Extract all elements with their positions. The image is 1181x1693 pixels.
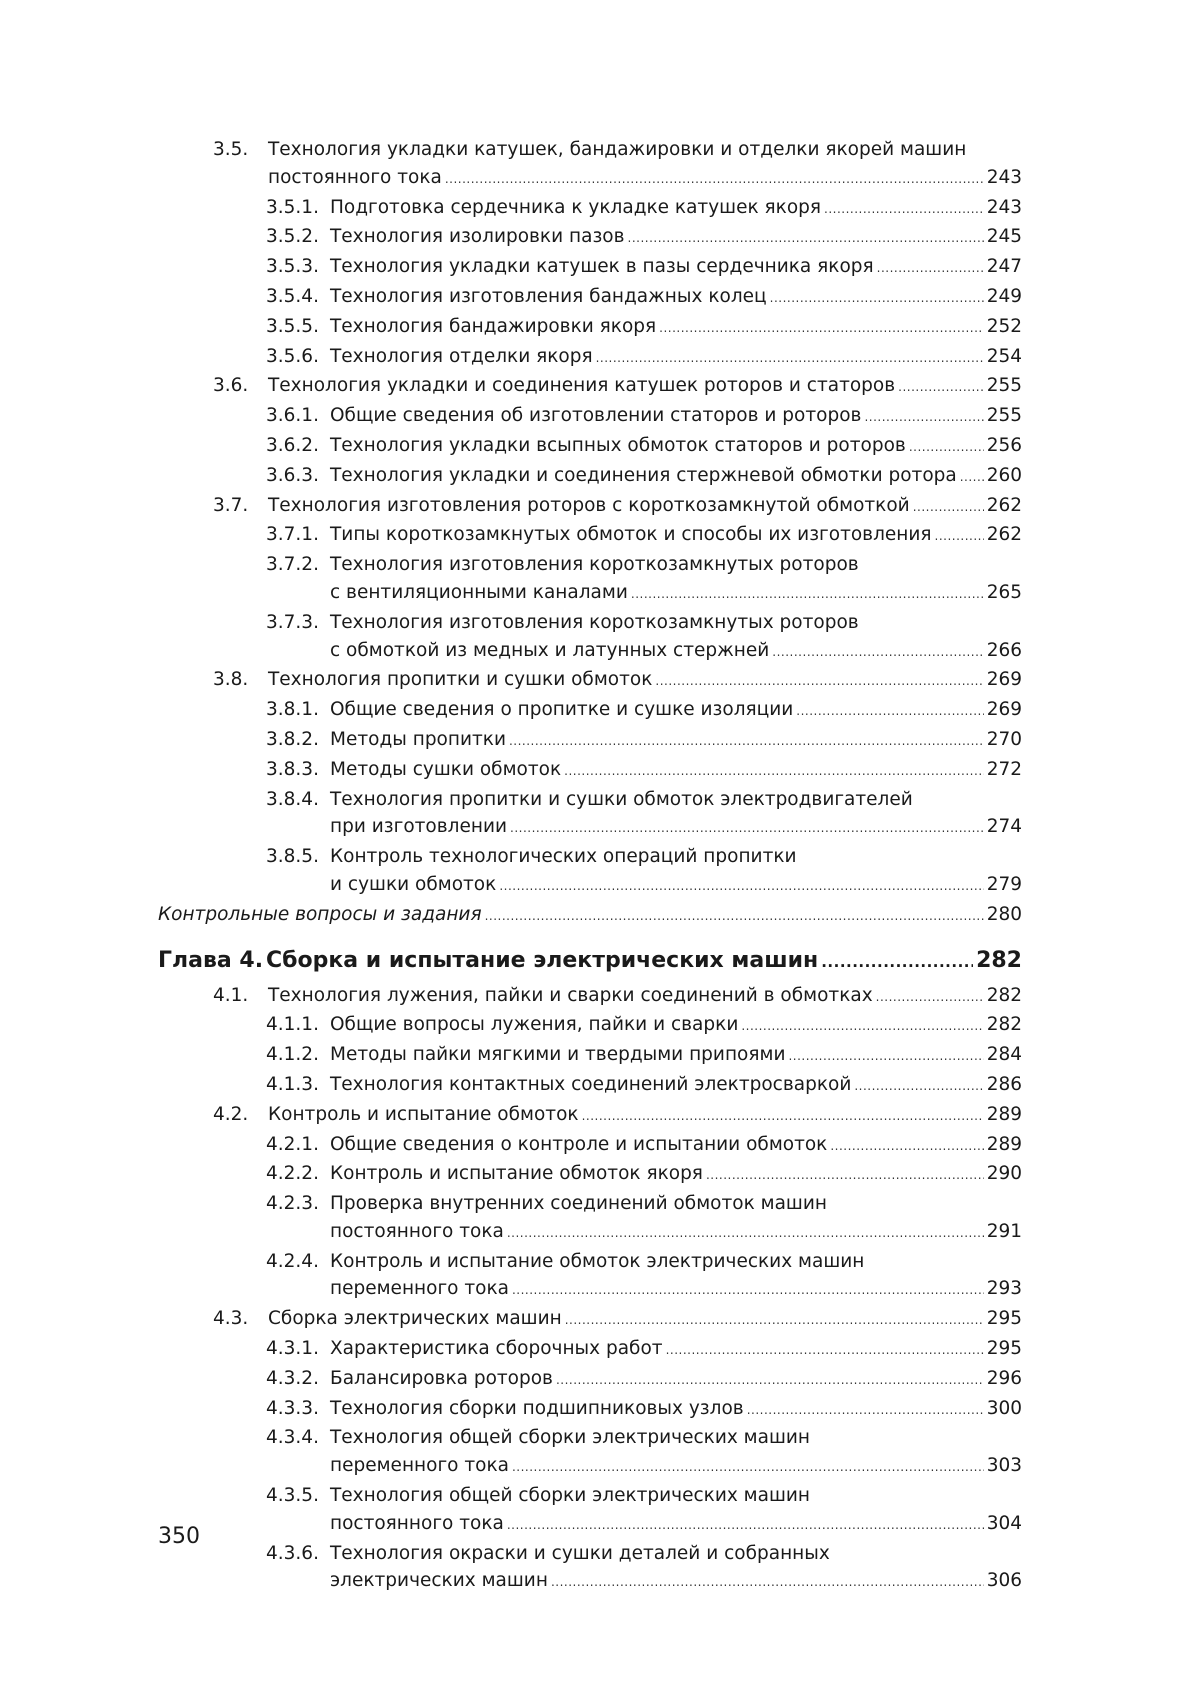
toc-entry-number: 4.1.1. (266, 1014, 319, 1036)
toc-entry (158, 1365, 1022, 1395)
dot-leader (666, 1335, 984, 1365)
toc-entry (158, 164, 1022, 194)
toc-entry-number: 4.2.4. (266, 1250, 319, 1272)
toc-entry-number: 4.2.2. (266, 1163, 319, 1185)
toc-entry (158, 1248, 1022, 1276)
toc-entry-title: Технология контактных соединений электросваркой (330, 1073, 852, 1095)
toc-entry-page: 290 (986, 1163, 1022, 1185)
dot-leader (659, 313, 984, 343)
toc-entry-number: 3.6. (213, 375, 249, 397)
toc-entry-page: 254 (986, 345, 1022, 367)
toc-entry-page: 300 (986, 1397, 1022, 1419)
toc-entry-page: 279 (986, 873, 1022, 895)
toc-entry-number: 4.3.2. (266, 1367, 319, 1389)
toc-entry-number: 3.5.5. (266, 315, 319, 337)
toc-entry-title: Общие вопросы лужения, пайки и сварки (330, 1014, 739, 1036)
dot-leader (824, 194, 984, 224)
toc-entry-title: Технология изготовления короткозамкнутых роторов (330, 611, 859, 633)
dot-leader (960, 462, 984, 492)
toc-entry-number: 3.6.3. (266, 464, 319, 486)
dot-leader (821, 945, 973, 978)
toc-entry (158, 343, 1022, 373)
toc-entry-title: Общие сведения о контроле и испытании обмоток (330, 1133, 828, 1155)
toc-entry-title: Контроль и испытание обмоток электрических машин (330, 1250, 865, 1272)
toc-entry (158, 871, 1022, 901)
toc-entry (158, 136, 1022, 164)
toc-entry-page: 255 (986, 375, 1022, 397)
toc-entry (158, 1011, 1022, 1041)
toc-entry (158, 1305, 1022, 1335)
toc-entry-number: 4.2. (213, 1103, 249, 1125)
toc-entry-number: 4.1.2. (266, 1044, 319, 1066)
toc-entry-title: Общие сведения об изготовлении статоров и роторов (330, 405, 862, 427)
toc-entry-page: 245 (986, 226, 1022, 248)
dot-leader (499, 871, 983, 901)
dot-leader (909, 432, 984, 462)
toc-entry (158, 253, 1022, 283)
toc-entry-page: 284 (986, 1044, 1022, 1066)
toc-entry-page: 289 (986, 1133, 1022, 1155)
toc-entry-page: 270 (986, 728, 1022, 750)
toc-entry (158, 756, 1022, 786)
toc-entry (158, 696, 1022, 726)
toc-entry (158, 1540, 1022, 1568)
toc-entry-number: 4.3.4. (266, 1427, 319, 1449)
dot-leader (854, 1071, 983, 1101)
toc-entry-number: 4.3. (213, 1308, 249, 1330)
toc-entry (158, 551, 1022, 579)
toc-entry-page: 262 (986, 524, 1022, 546)
toc-entry-number: 4.2.1. (266, 1133, 319, 1155)
dot-leader (551, 1567, 984, 1597)
toc-entry-title: Методы пропитки (330, 728, 506, 750)
toc-entry-title: Типы короткозамкнутых обмоток и способы их изготовления (330, 524, 932, 546)
toc-entry-number: 4.3.6. (266, 1542, 319, 1564)
table-of-contents (158, 136, 1022, 1597)
toc-entry (158, 1482, 1022, 1510)
toc-entry (158, 521, 1022, 551)
toc-entry-page: 262 (986, 494, 1022, 516)
toc-entry-title: постоянного тока (330, 1512, 504, 1534)
toc-entry-number: 3.5.6. (266, 345, 319, 367)
toc-entry-number: 3.8.3. (266, 758, 319, 780)
toc-entry-page: 269 (986, 699, 1022, 721)
toc-entry (158, 813, 1022, 843)
toc-entry-page: 249 (986, 285, 1022, 307)
dot-leader (788, 1041, 983, 1071)
toc-entry-title: Технология пропитки и сушки обмоток электродвигателей (330, 788, 913, 810)
toc-entry-title: Технология пропитки и сушки обмоток (268, 669, 653, 691)
toc-entry-page: 252 (986, 315, 1022, 337)
toc-entry (158, 372, 1022, 402)
toc-entry-title: и сушки обмоток (330, 873, 497, 895)
dot-leader (507, 1510, 984, 1540)
toc-entry (158, 492, 1022, 522)
toc-entry-page: 282 (976, 947, 1022, 973)
toc-entry-title: Технология общей сборки электрических машин (330, 1427, 811, 1449)
toc-entry-title: Технология изолировки пазов (330, 226, 625, 248)
toc-entry-title: Подготовка сердечника к укладке катушек якоря (330, 196, 822, 218)
toc-entry-number: 4.1.3. (266, 1073, 319, 1095)
toc-entry-page: 296 (986, 1367, 1022, 1389)
toc-entry-number: 3.7.3. (266, 611, 319, 633)
toc-entry-page: 282 (986, 984, 1022, 1006)
toc-entry (158, 609, 1022, 637)
dot-leader (830, 1131, 983, 1161)
toc-entry-page: 282 (986, 1014, 1022, 1036)
toc-entry (158, 1071, 1022, 1101)
toc-entry-title: Технология изготовления короткозамкнутых роторов (330, 554, 859, 576)
toc-entry-title: Балансировка роторов (330, 1367, 553, 1389)
dot-leader (512, 1275, 984, 1305)
toc-entry (158, 1160, 1022, 1190)
toc-entry-page: 272 (986, 758, 1022, 780)
toc-entry-number: 3.5.4. (266, 285, 319, 307)
toc-entry-page: 255 (986, 405, 1022, 427)
toc-entry-title: переменного тока (330, 1455, 509, 1477)
toc-entry-title: Технология изготовления роторов с короткозамкнутой обмоткой (268, 494, 910, 516)
toc-entry-title: Сборка электрических машин (268, 1308, 562, 1330)
toc-entry (158, 786, 1022, 814)
toc-entry (158, 1275, 1022, 1305)
toc-entry (158, 579, 1022, 609)
toc-entry-title: Контроль технологических операций пропитки (330, 846, 797, 868)
toc-entry-title: переменного тока (330, 1278, 509, 1300)
toc-entry-number: 3.5. (213, 139, 249, 160)
toc-entry-page: 266 (986, 639, 1022, 661)
dot-leader (747, 1395, 984, 1425)
toc-entry-page: 260 (986, 464, 1022, 486)
toc-entry-title: с обмоткой из медных и латунных стержней (330, 639, 770, 661)
dot-leader (796, 696, 983, 726)
toc-entry (158, 194, 1022, 224)
toc-entry-title: Технология сборки подшипниковых узлов (330, 1397, 744, 1419)
toc-entry-title: постоянного тока (330, 1220, 504, 1242)
toc-entry-page: 291 (986, 1220, 1022, 1242)
toc-entry (158, 1452, 1022, 1482)
toc-entry-page: 269 (986, 669, 1022, 691)
toc-entry-title: Контроль и испытание обмоток якоря (330, 1163, 703, 1185)
dot-leader (772, 637, 983, 667)
toc-entry-title: Технология укладки и соединения катушек роторов и статоров (268, 375, 896, 397)
toc-entry-title: Технология общей сборки электрических машин (330, 1485, 811, 1507)
toc-entry-number: 4.3.3. (266, 1397, 319, 1419)
toc-entry-title: Технология окраски и сушки деталей и собранных (330, 1542, 830, 1564)
dot-leader (876, 982, 984, 1012)
dot-leader (706, 1160, 984, 1190)
toc-entry-title: Технология отделки якоря (330, 345, 593, 367)
toc-entry-number: 3.8.5. (266, 846, 319, 868)
toc-entry-number: 4.1. (213, 984, 249, 1006)
dot-leader (564, 756, 984, 786)
dot-leader (935, 521, 984, 551)
toc-entry-number: 3.8.1. (266, 699, 319, 721)
toc-entry (158, 223, 1022, 253)
dot-leader (596, 343, 984, 373)
toc-entry-page: 293 (986, 1278, 1022, 1300)
toc-entry-number: 4.3.5. (266, 1485, 319, 1507)
toc-entry-page: 289 (986, 1103, 1022, 1125)
toc-entry (158, 1510, 1022, 1540)
toc-entry-number: 4.3.1. (266, 1338, 319, 1360)
toc-entry-title: Технология изготовления бандажных колец (330, 285, 767, 307)
toc-entry-page: 280 (986, 903, 1022, 925)
toc-entry-title: Технология укладки и соединения стержневой обмотки ротора (330, 464, 957, 486)
toc-entry-number: 3.7. (213, 494, 249, 516)
toc-entry (158, 1335, 1022, 1365)
toc-entry-number: 3.8. (213, 669, 249, 691)
dot-leader (628, 223, 984, 253)
dot-leader (445, 164, 984, 194)
toc-entry (158, 1190, 1022, 1218)
toc-entry-number: Глава 4. (158, 947, 264, 973)
toc-entry (158, 432, 1022, 462)
toc-entry-number: 3.5.2. (266, 226, 319, 248)
toc-entry (158, 1218, 1022, 1248)
toc-entry-title: Сборка и испытание электрических машин (266, 947, 819, 973)
toc-entry-title: при изготовлении (330, 816, 507, 838)
toc-entry-page: 295 (986, 1308, 1022, 1330)
toc-entry (158, 402, 1022, 432)
toc-entry-page: 303 (986, 1455, 1022, 1477)
dot-leader (507, 1218, 984, 1248)
toc-entry-title: Технология лужения, пайки и сварки соединений в обмотках (268, 984, 873, 1006)
dot-leader (485, 901, 984, 931)
toc-entry-number: 3.5.3. (266, 256, 319, 278)
toc-chapter (158, 945, 1022, 978)
dot-leader (565, 1305, 984, 1335)
dot-leader (770, 283, 984, 313)
toc-entry (158, 1395, 1022, 1425)
dot-leader (582, 1101, 984, 1131)
toc-entry (158, 843, 1022, 871)
toc-entry-page: 286 (986, 1073, 1022, 1095)
toc-entry-title: Контроль и испытание обмоток (268, 1103, 579, 1125)
page-number: 350 (158, 1524, 200, 1549)
toc-entry-title: Технология укладки всыпных обмоток статоров и роторов (330, 434, 906, 456)
dot-leader (655, 666, 983, 696)
toc-entry (158, 1131, 1022, 1161)
toc-entry (158, 666, 1022, 696)
toc-entry (158, 1567, 1022, 1597)
dot-leader (877, 253, 984, 283)
toc-entry-number: 4.2.3. (266, 1193, 319, 1215)
dot-leader (556, 1365, 984, 1395)
toc-entry (158, 313, 1022, 343)
toc-entry-title: Характеристика сборочных работ (330, 1338, 663, 1360)
toc-entry (158, 1424, 1022, 1452)
toc-entry (158, 982, 1022, 1012)
toc-entry (158, 637, 1022, 667)
toc-entry-page: 243 (986, 166, 1022, 188)
dot-leader (512, 1452, 984, 1482)
toc-entry-title: постоянного тока (268, 166, 442, 188)
toc-entry-number: 3.7.2. (266, 554, 319, 576)
toc-entry-title: Технология укладки катушек, бандажировки и отделки якорей машин (268, 139, 967, 160)
toc-entry (158, 901, 1022, 931)
toc-entry-page: 274 (986, 816, 1022, 838)
toc-entry (158, 462, 1022, 492)
toc-entry-title: Технология бандажировки якоря (330, 315, 657, 337)
toc-entry (158, 283, 1022, 313)
toc-entry-title: с вентиляционными каналами (330, 581, 628, 603)
dot-leader (631, 579, 984, 609)
toc-entry-title: Методы пайки мягкими и твердыми припоями (330, 1044, 786, 1066)
toc-entry-number: 3.6.1. (266, 405, 319, 427)
toc-entry-title: Общие сведения о пропитке и сушке изоляции (330, 699, 794, 721)
toc-entry-page: 243 (986, 196, 1022, 218)
dot-leader (864, 402, 983, 432)
toc-entry-page: 304 (986, 1512, 1022, 1534)
toc-entry-title: электрических машин (330, 1570, 548, 1592)
dot-leader (898, 372, 984, 402)
toc-entry-page: 265 (986, 581, 1022, 603)
toc-entry-number: 3.8.4. (266, 788, 319, 810)
toc-entry (158, 1101, 1022, 1131)
toc-entry-number: 3.6.2. (266, 434, 319, 456)
dot-leader (510, 813, 984, 843)
toc-entry-title: Технология укладки катушек в пазы сердечника якоря (330, 256, 874, 278)
dot-leader (913, 492, 984, 522)
toc-entry-page: 247 (986, 256, 1022, 278)
toc-entry-title: Методы сушки обмоток (330, 758, 562, 780)
toc-entry-number: 3.5.1. (266, 196, 319, 218)
toc-entry-number: 3.7.1. (266, 524, 319, 546)
dot-leader (509, 726, 984, 756)
toc-entry-page: 256 (986, 434, 1022, 456)
toc-entry (158, 726, 1022, 756)
dot-leader (741, 1011, 983, 1041)
toc-entry-page: 306 (986, 1570, 1022, 1592)
toc-entry-number: 3.8.2. (266, 728, 319, 750)
toc-entry (158, 1041, 1022, 1071)
toc-entry-page: 295 (986, 1338, 1022, 1360)
toc-entry-title: Проверка внутренних соединений обмоток машин (330, 1193, 827, 1215)
toc-entry-title: Контрольные вопросы и задания (158, 903, 482, 925)
